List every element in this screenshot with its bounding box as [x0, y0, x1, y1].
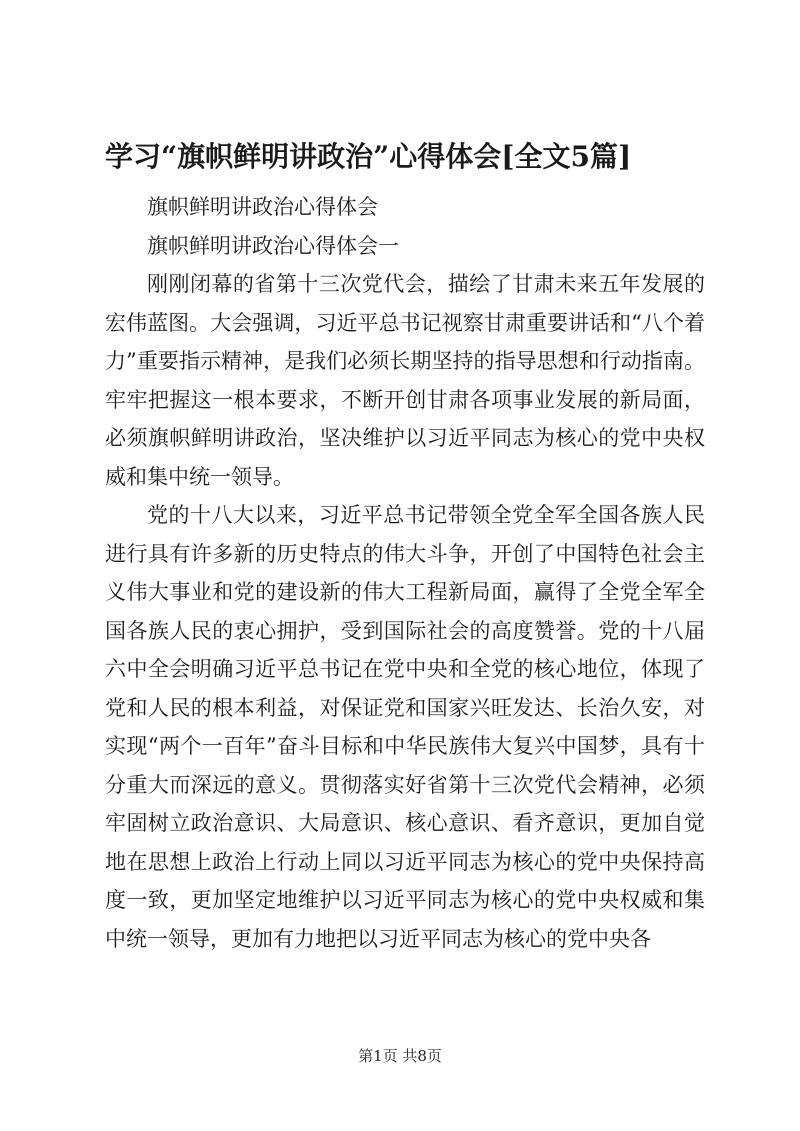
document-body — [105, 188, 705, 958]
body-paragraph-2: 党的十八大以来，习近平总书记带领全党全军全国各族人民进行具有许多新的历史特点的伟大斗争，开创了中国特色社会主义伟大事业和党的建设新的伟大工程新局面，赢得了全党全军全国各族人民的衷心拥护，受到国际社会的高度赞誉。党的十八届六中全会明确习近平总书记在党中央和全党的核心地位，体现了党和人民的根本利益，对保证党和国家兴旺发达、长治久安，对实现“两个一百年”奋斗目标和中华民族伟大复兴中国梦，具有十分重大而深远的意义。贯彻落实好省第十三次党代会精神，必须牢固树立政治意识、大局意识、核心意识、看齐意识，更加自觉地在思想上政治上行动上同以习近平同志为核心的党中央保持高度一致，更加坚定地维护以习近平同志为核心的党中央权威和集中统一领导，更加有力地把以习近平同志为核心的党中央各 — [105, 503, 705, 951]
body-paragraph-1: 刚刚闭幕的省第十三次党代会，描绘了甘肃未来五年发展的宏伟蓝图。大会强调，习近平总书记视察甘肃重要讲话和“八个着力”重要指示精神，是我们必须长期坚持的指导思想和行动指南。牢牢把握这一根本要求，不断开创甘肃各项事业发展的新局面，必须旗帜鲜明讲政治，坚决维护以习近平同志为核心的党中央权威和集中统一领导。 — [105, 272, 705, 489]
page-number-footer: 第1页 共8页 — [358, 1047, 442, 1065]
subheading-1: 旗帜鲜明讲政治心得体会 — [147, 195, 378, 219]
document-title: 学习“旗帜鲜明讲政治”心得体会[全文5篇] — [105, 140, 632, 173]
subheading-2: 旗帜鲜明讲政治心得体会一 — [147, 233, 399, 258]
